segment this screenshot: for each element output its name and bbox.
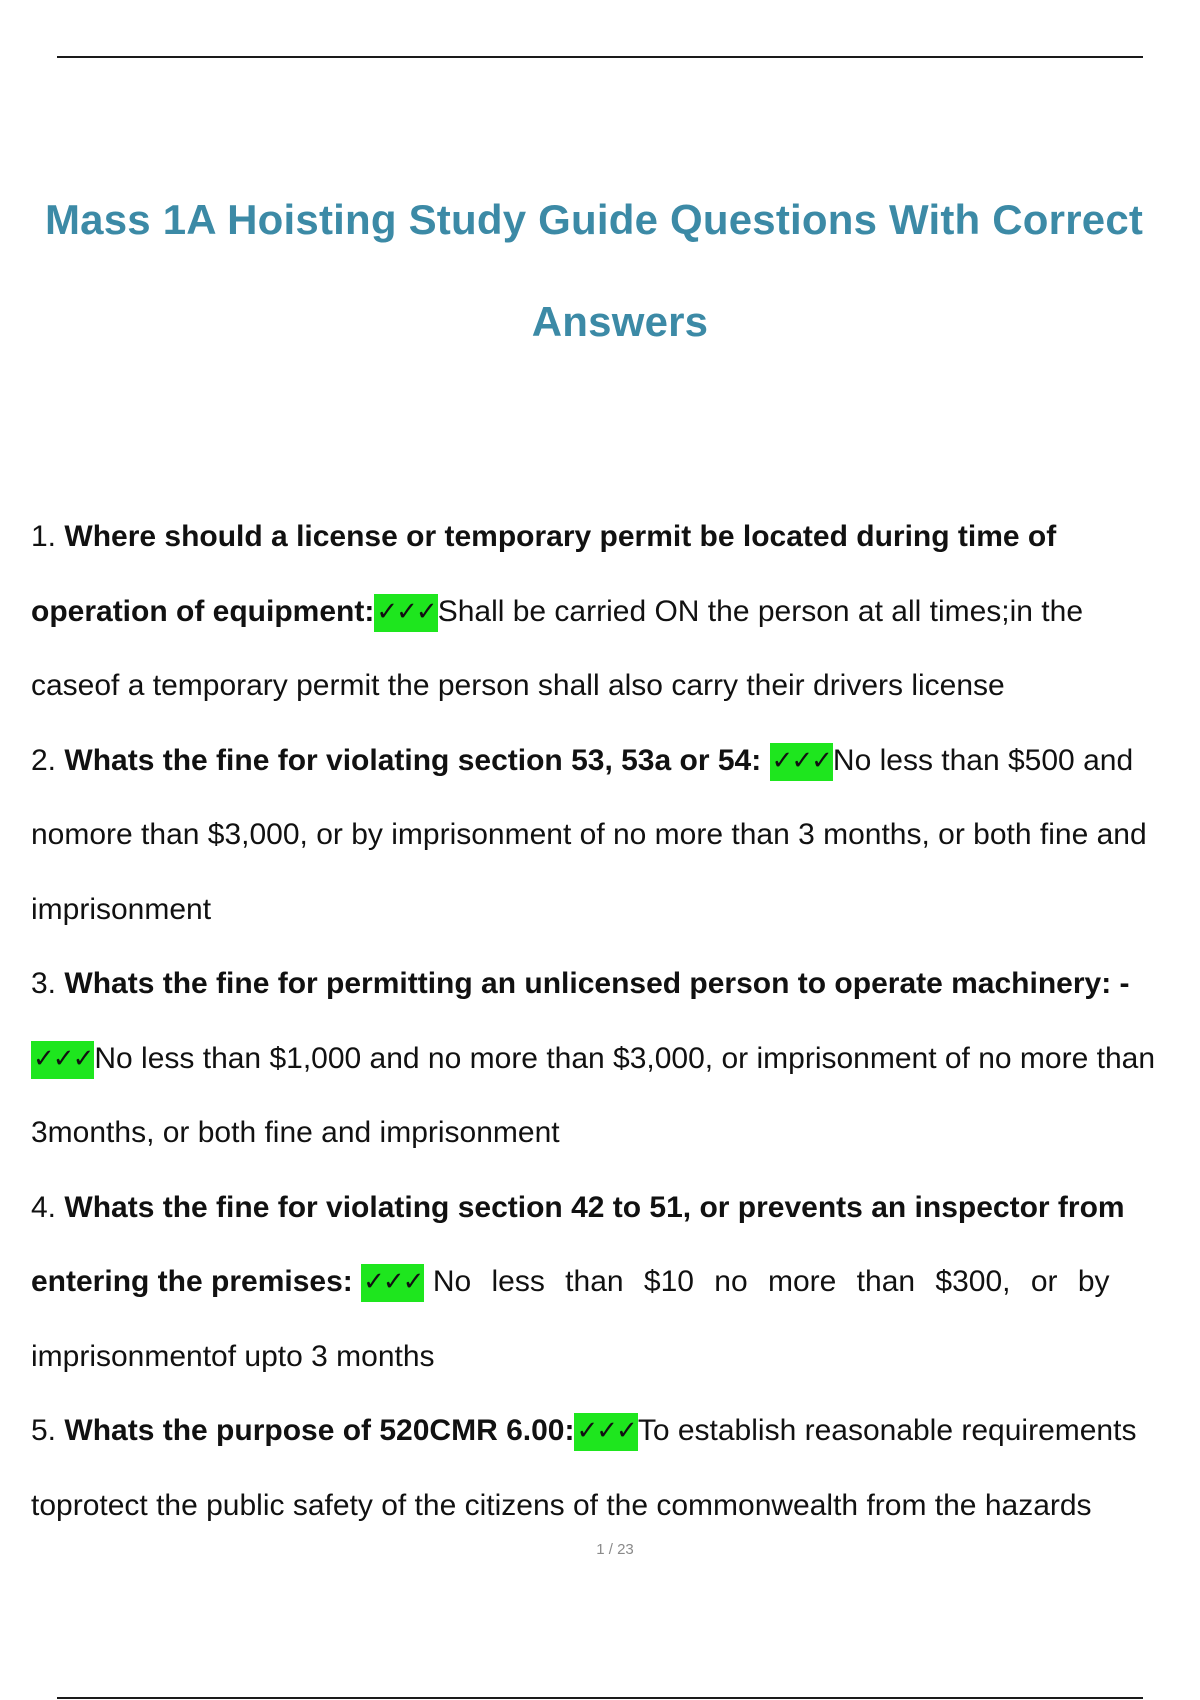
qa-line [31, 1116, 560, 1149]
item-number: 4. [31, 1190, 57, 1224]
answer-text: No less than $1,000 and no more than $3,000, or imprisonment of no more than [94, 1041, 1156, 1075]
checkmark-icon: ✓✓✓ [374, 594, 437, 632]
answer-text: 3months, or both fine and imprisonment [31, 1116, 560, 1149]
qa-item-5 [31, 1394, 1200, 1543]
answer-text: No less than $500 and [832, 743, 1134, 777]
qa-line [31, 1042, 1155, 1075]
qa-item-1 [31, 500, 1200, 724]
qa-line [31, 1191, 1125, 1224]
qa-line [31, 967, 1130, 1000]
question-text: Whats the purpose of 520CMR 6.00: [64, 1414, 575, 1447]
item-number: 1. [31, 520, 57, 553]
answer-text: imprisonment [31, 892, 212, 926]
document-title-line-2: Answers [531, 298, 709, 345]
qa-item-2 [31, 724, 1200, 948]
qa-line [31, 520, 1056, 553]
item-number: 2. [31, 743, 57, 777]
qa-line [31, 1414, 1136, 1447]
qa-line [31, 893, 211, 926]
checkmark-icon: ✓✓✓ [770, 743, 833, 781]
document-title-line-1: Mass 1A Hoisting Study Guide Questions With Correct [45, 196, 1144, 243]
qa-item-4 [31, 1171, 1200, 1395]
qa-line [31, 669, 1005, 702]
page-indicator: 1 / 23 [596, 1541, 634, 1558]
item-number: 3. [31, 967, 57, 1000]
qa-line [31, 744, 1133, 777]
answer-text: toprotect the public safety of the citizens of the commonwealth from the hazards [31, 1488, 1092, 1522]
answer-text: caseof a temporary permit the person shall also carry their drivers license [31, 669, 1005, 702]
checkmark-icon: ✓✓✓ [31, 1041, 94, 1079]
qa-line [31, 1489, 1092, 1522]
checkmark-icon: ✓✓✓ [574, 1413, 637, 1451]
answer-text: imprisonmentof upto 3 months [31, 1339, 435, 1373]
question-text: entering the premises: [31, 1265, 353, 1298]
qa-line [31, 1265, 1110, 1298]
answer-text: No less than $10 no more than $300, or by [432, 1265, 1110, 1298]
header-rule [57, 56, 1143, 58]
answer-text: nomore than $3,000, or by imprisonment of no more than 3 months, or both fine and [31, 818, 1147, 851]
question-text: Whats the fine for permitting an unlicensed person to operate machinery: - [64, 967, 1130, 1000]
qa-item-3 [31, 947, 1200, 1171]
question-text: Whats the fine for violating section 42 to 51, or prevents an inspector from [64, 1190, 1125, 1224]
question-text: Where should a license or temporary permit be located during time of [64, 520, 1057, 553]
answer-text: To establish reasonable requirements [637, 1414, 1137, 1447]
footer-rule [57, 1697, 1143, 1699]
item-number: 5. [31, 1414, 57, 1447]
qa-line [31, 595, 1083, 628]
question-list [31, 500, 1200, 1543]
checkmark-icon: ✓✓✓ [361, 1264, 424, 1302]
question-text: operation of equipment: [31, 594, 375, 628]
qa-line [31, 1340, 435, 1373]
qa-line [31, 818, 1147, 851]
answer-text: Shall be carried ON the person at all times;in the [437, 594, 1084, 628]
question-text: Whats the fine for violating section 53, 53a or 54: [64, 743, 762, 777]
